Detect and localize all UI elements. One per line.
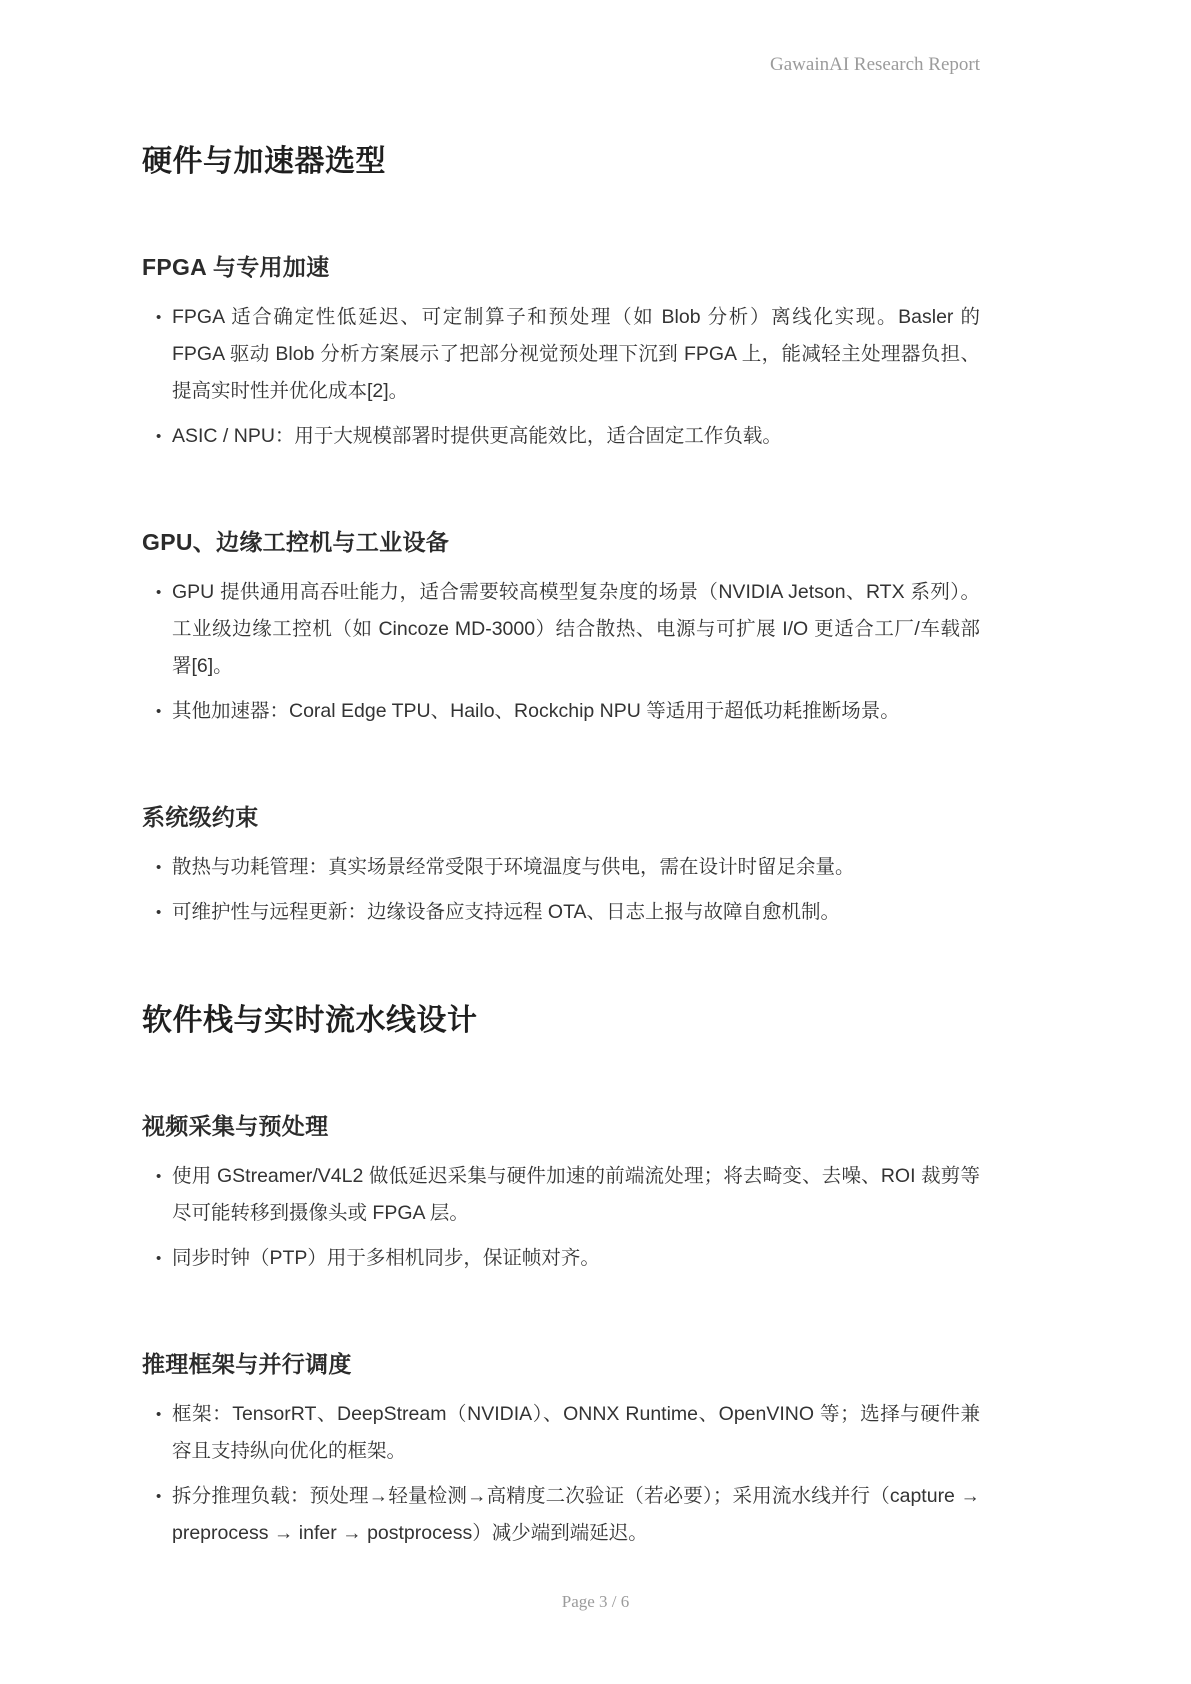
section-title-software-stack: 软件栈与实时流水线设计 (142, 1004, 478, 1038)
subsection-fpga (142, 252, 980, 455)
bullet-item: • FPGA 适合确定性低延迟、可定制算子和预处理（如 Blob 分析）离线化实现。Basler 的 FPGA 驱动 Blob 分析方案展示了把部分视觉预处理下沉到 FPGA 上，能减轻主处理器负担、提高实时性并优化成本[2]。 (172, 299, 980, 410)
report-header-title: GawainAI Research Report (770, 54, 980, 75)
bullet-list-fpga (142, 299, 980, 455)
document-body (142, 144, 980, 1552)
bullet-list-system-constraints (142, 849, 980, 931)
subsection-title-system-constraints: 系统级约束 (142, 804, 259, 831)
subsection-gpu-edge (142, 527, 980, 730)
bullet-item: • 拆分推理负载：预处理→轻量检测→高精度二次验证（若必要）；采用流水线并行（capture → preprocess → infer → postprocess）减少端到端延迟。 (172, 1478, 980, 1552)
page-footer (0, 1592, 1191, 1612)
bullet-item: • 散热与功耗管理：真实场景经常受限于环境温度与供电，需在设计时留足余量。 (172, 849, 980, 886)
bullet-item: • 使用 GStreamer/V4L2 做低延迟采集与硬件加速的前端流处理；将去畸变、去噪、ROI 裁剪等尽可能转移到摄像头或 FPGA 层。 (172, 1158, 980, 1232)
subsection-video-capture (142, 1111, 980, 1277)
bullet-item: • ASIC / NPU：用于大规模部署时提供更高能效比，适合固定工作负载。 (172, 418, 980, 455)
bullet-item: • 框架：TensorRT、DeepStream（NVIDIA）、ONNX Runtime、OpenVINO 等；选择与硬件兼容且支持纵向优化的框架。 (172, 1396, 980, 1470)
bullet-list-gpu-edge (142, 574, 980, 730)
page-number: Page 3 / 6 (561, 1592, 630, 1611)
bullet-item: • 同步时钟（PTP）用于多相机同步，保证帧对齐。 (172, 1240, 980, 1277)
bullet-list-inference-frameworks (142, 1396, 980, 1552)
subsection-inference-frameworks (142, 1349, 980, 1552)
bullet-item: • 可维护性与远程更新：边缘设备应支持远程 OTA、日志上报与故障自愈机制。 (172, 894, 980, 931)
section-title-hardware-accelerator: 硬件与加速器选型 (142, 145, 386, 178)
subsection-title-fpga: FPGA 与专用加速 (142, 254, 330, 280)
bullet-item: • GPU 提供通用高吞吐能力，适合需要较高模型复杂度的场景（NVIDIA Jetson、RTX 系列）。工业级边缘工控机（如 Cincoze MD-3000）结合散热、电源与可扩展 I/O 更适合工厂/车载部署[6]。 (172, 574, 980, 685)
bullet-item: • 其他加速器：Coral Edge TPU、Hailo、Rockchip NPU 等适用于超低功耗推断场景。 (172, 693, 980, 730)
subsection-system-constraints (142, 802, 980, 931)
subsection-title-video-capture: 视频采集与预处理 (142, 1113, 329, 1140)
page-header (142, 52, 980, 78)
subsection-title-gpu-edge: GPU、边缘工控机与工业设备 (142, 529, 450, 556)
bullet-list-video-capture (142, 1158, 980, 1277)
subsection-title-inference-frameworks: 推理框架与并行调度 (142, 1351, 352, 1378)
